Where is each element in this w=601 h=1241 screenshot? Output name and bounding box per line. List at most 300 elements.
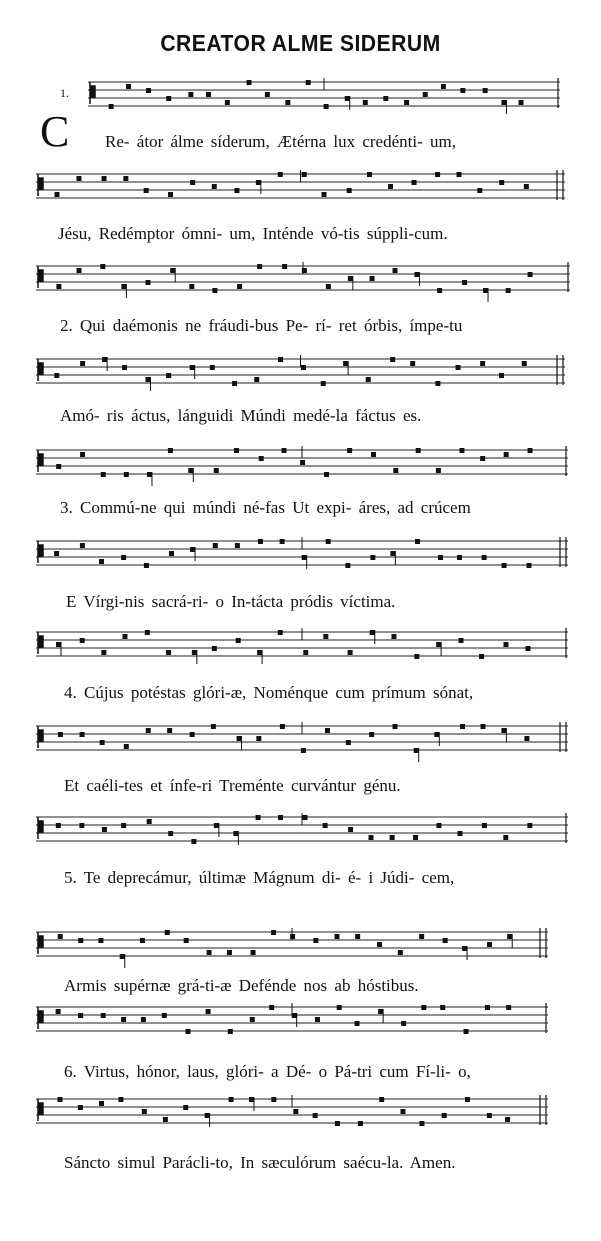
neume [183,1105,188,1110]
c-clef-icon [38,817,43,839]
neume [437,288,442,293]
neume [146,88,151,93]
neume [121,284,126,289]
neume [456,365,461,370]
neume [337,1005,342,1010]
neume [147,819,152,824]
lyric-line: Re- átor álme síderum, Ætérna lux credénti- um, [105,132,456,151]
c-clef-icon [38,1007,43,1029]
chant-staff [36,928,548,968]
neume [355,934,360,939]
neume [302,555,307,560]
neume [213,543,218,548]
lyric-line: 4. Cújus potéstas glóri-æ, Noménque cum prímum sónat, [64,683,474,702]
lyric-line: 2. Qui daémonis ne fráudi-bus Pe- rí- ret órbis, ímpe-tu [60,316,463,335]
neume [257,650,262,655]
lyric-line: 6. Virtus, hónor, laus, glóri- a Dé- o Pá-tri cum Fí-li- o, [64,1062,471,1081]
neume [306,80,311,85]
neume [234,188,239,193]
neume [506,1005,511,1010]
neume [457,555,462,560]
neume [487,1113,492,1118]
neume [419,1121,424,1126]
chant-staff [36,446,568,486]
neume [401,1021,406,1026]
neume [56,464,61,469]
neume [141,1017,146,1022]
neume [412,180,417,185]
neume [56,823,61,828]
neume [485,1005,490,1010]
neume [324,104,329,109]
neume [76,176,81,181]
neume [323,634,328,639]
neume [458,831,463,836]
c-clef-icon [38,726,43,748]
neume [345,96,350,101]
neume [258,539,263,544]
neume [301,748,306,753]
initial-letter: C [40,107,70,156]
neume [280,539,285,544]
neume [480,724,485,729]
staff-lines [36,355,565,395]
staff-lines [36,537,568,577]
neume [145,630,150,635]
neume [212,184,217,189]
neume [210,365,215,370]
neume [169,551,174,556]
neume [499,373,504,378]
neume [414,748,419,753]
c-clef-icon [38,174,43,196]
c-clef-icon [38,359,43,381]
neume [413,835,418,840]
neume [393,468,398,473]
neume [99,559,104,564]
neume [410,361,415,366]
neume [302,172,307,177]
neume [101,472,106,477]
neume [462,946,467,951]
neume [227,950,232,955]
neume [120,954,125,959]
neume [393,724,398,729]
neume [282,448,287,453]
neume [145,280,150,285]
neume [167,728,172,733]
neume [256,180,261,185]
neume [285,100,290,105]
neume [334,934,339,939]
neume [124,744,129,749]
neume [315,1017,320,1022]
neume [144,188,149,193]
staff-lines [36,262,570,302]
neume [212,646,217,651]
neume [256,815,261,820]
neume [232,381,237,386]
neume [184,938,189,943]
neume [147,472,152,477]
neume [369,732,374,737]
neume [528,272,533,277]
neume [228,1029,233,1034]
neume [190,365,195,370]
neume [290,934,295,939]
neume [247,80,252,85]
chant-staff [36,813,568,853]
neume [415,539,420,544]
neume [335,1121,340,1126]
neume [122,365,127,370]
neume [190,547,195,552]
neume [56,1009,61,1014]
neume [54,373,59,378]
neume [388,184,393,189]
neume [211,724,216,729]
neume [358,1121,363,1126]
neume [278,815,283,820]
neume [347,448,352,453]
neume [483,288,488,293]
neume [166,650,171,655]
neume [233,831,238,836]
staff-lines [36,446,568,486]
staff-lines [36,170,565,210]
neume [80,452,85,457]
neume [436,823,441,828]
neume [271,930,276,935]
neume [369,835,374,840]
neume [393,268,398,273]
neume [212,288,217,293]
neume [522,361,527,366]
neume [324,472,329,477]
neume [168,448,173,453]
neume [280,724,285,729]
staff-lines [36,928,548,968]
neume [123,176,128,181]
neume [390,835,395,840]
neume [378,1009,383,1014]
neume [301,365,306,370]
neume [383,96,388,101]
neume [293,1109,298,1114]
chant-staff [88,78,560,118]
neume [188,92,193,97]
neume [482,555,487,560]
chant-staff [36,628,568,668]
neume [363,100,368,105]
neume [404,100,409,105]
neume [166,373,171,378]
neume [168,192,173,197]
chant-staff [36,170,565,210]
neume [249,1097,254,1102]
neume [313,1113,318,1118]
neume [80,361,85,366]
neume [527,823,532,828]
hymn-title: CREATOR ALME SIDERUM [160,30,441,56]
neume [519,100,524,105]
neume [188,468,193,473]
neume [371,452,376,457]
neume [502,563,507,568]
neume [55,192,60,197]
neume [390,551,395,556]
neume [434,732,439,737]
neume [300,460,305,465]
neume [101,650,106,655]
neume [140,938,145,943]
neume [101,1013,106,1018]
neume [419,934,424,939]
neume [100,740,105,745]
neume [98,938,103,943]
neume [501,728,506,733]
neume [121,1017,126,1022]
neume [206,1009,211,1014]
staff-lines [36,722,568,762]
neume [483,88,488,93]
neume [480,456,485,461]
neume [348,827,353,832]
staff-lines [88,78,560,118]
neume [192,650,197,655]
neume [162,1013,167,1018]
neume [323,823,328,828]
neume [78,938,83,943]
neume [214,468,219,473]
neume [348,276,353,281]
neume [421,1005,426,1010]
neume [480,361,485,366]
neume [235,543,240,548]
neume [367,172,372,177]
neume [435,381,440,386]
neume [269,1005,274,1010]
neume [441,84,446,89]
neume [58,732,63,737]
neume [456,172,461,177]
neume [370,630,375,635]
neume [527,563,532,568]
neume [321,192,326,197]
neume [80,543,85,548]
neume [56,642,61,647]
neume [460,724,465,729]
neume [416,448,421,453]
neume [499,180,504,185]
neume [165,930,170,935]
neume [278,357,283,362]
lyric-line: Et caéli-tes et ínfe-ri Treménte curvántur génu. [64,776,401,795]
neume [122,634,127,639]
neume [326,539,331,544]
neume [501,100,506,105]
neume [348,650,353,655]
c-clef-icon [38,632,43,654]
neume [443,938,448,943]
neume [524,736,529,741]
chant-staff [36,355,565,395]
staff-lines [36,813,568,853]
neume [321,381,326,386]
neume [77,268,82,273]
neume [168,831,173,836]
c-clef-icon [38,1099,43,1121]
neume [265,92,270,97]
lyric-line: E Vírgi-nis sacrá-ri- o In-tácta pródis víctima. [66,592,396,611]
neume [435,172,440,177]
neume [237,736,242,741]
neume [166,96,171,101]
neume [185,1029,190,1034]
neume [225,100,230,105]
neume [58,934,63,939]
neume [100,264,105,269]
neume [482,823,487,828]
neume [145,377,150,382]
neume [347,188,352,193]
neume [505,1117,510,1122]
neume [282,264,287,269]
neume [229,1097,234,1102]
neume [326,284,331,289]
neume [278,630,283,635]
neume [78,1105,83,1110]
neume [436,642,441,647]
c-clef-icon [38,541,43,563]
neume [343,361,348,366]
neume [379,1097,384,1102]
neume [390,357,395,362]
neume [124,472,129,477]
lyric-line: 5. Te deprecámur, últimæ Mágnum di- é- i Júdi- cem, [64,868,455,887]
neume [464,1029,469,1034]
neume [414,272,419,277]
neume [487,942,492,947]
neume [504,452,509,457]
neume [251,950,256,955]
neume [80,638,85,643]
lyric-line: Sáncto simul Parácli-to, In sæculórum saécu-la. Amen. [64,1153,456,1172]
neume [370,276,375,281]
neume [414,654,419,659]
neume [102,357,107,362]
neume [278,172,283,177]
neume [207,950,212,955]
lyric-line: Amó- ris áctus, lánguidi Múndi medé-la fáctus es. [60,406,422,425]
neume [459,638,464,643]
neume [236,638,241,643]
neume [528,448,533,453]
neume [144,563,149,568]
verse-number: 1. [60,86,69,100]
neume [142,1109,147,1114]
neume [254,377,259,382]
neume [423,92,428,97]
neume [524,184,529,189]
neume [102,827,107,832]
neume [257,264,262,269]
neume [440,1005,445,1010]
neume [325,728,330,733]
neume [460,88,465,93]
neume [191,839,196,844]
chant-staff [36,262,570,302]
neume [118,1097,123,1102]
neume [79,823,84,828]
neume [206,92,211,97]
neume [479,654,484,659]
lyric-line: Armis supérnæ grá-ti-æ Defénde nos ab hóstibus. [64,976,419,995]
chant-staff [36,537,568,577]
chant-staff [36,1003,548,1043]
c-clef-icon [38,450,43,472]
neume [303,650,308,655]
neume [256,736,261,741]
neume [525,646,530,651]
neume [234,448,239,453]
neume [58,1097,63,1102]
neume [80,732,85,737]
neume [190,180,195,185]
neume [503,642,508,647]
neume [189,284,194,289]
neume [377,942,382,947]
neume [355,1021,360,1026]
staff-lines [36,1003,548,1043]
neume [313,938,318,943]
neume [436,468,441,473]
neume [462,280,467,285]
neume [205,1113,210,1118]
neume [503,835,508,840]
neume [102,176,107,181]
neume [506,288,511,293]
neume [163,1117,168,1122]
neume [190,732,195,737]
neume [99,1101,104,1106]
neume [465,1097,470,1102]
neume [400,1109,405,1114]
neume [345,563,350,568]
neume [442,1113,447,1118]
neume [214,823,219,828]
lyric-line: Jésu, Redémptor ómni- um, Inténde vó-tis súppli-cum. [58,224,448,243]
neume [126,84,131,89]
staff-lines [36,1095,548,1135]
neume [259,456,264,461]
neume [366,377,371,382]
chant-staff [36,722,568,762]
neume [109,104,114,109]
neume [391,634,396,639]
neume [438,555,443,560]
neume [121,555,126,560]
c-clef-icon [38,266,43,288]
lyric-line: 3. Commú-ne qui múndi né-fas Ut expi- áres, ad crúcem [60,498,471,517]
neume [271,1097,276,1102]
neume [302,815,307,820]
neume [398,950,403,955]
neume [54,551,59,556]
staff-lines [36,628,568,668]
neume [78,1013,83,1018]
chant-staff [36,1095,548,1135]
